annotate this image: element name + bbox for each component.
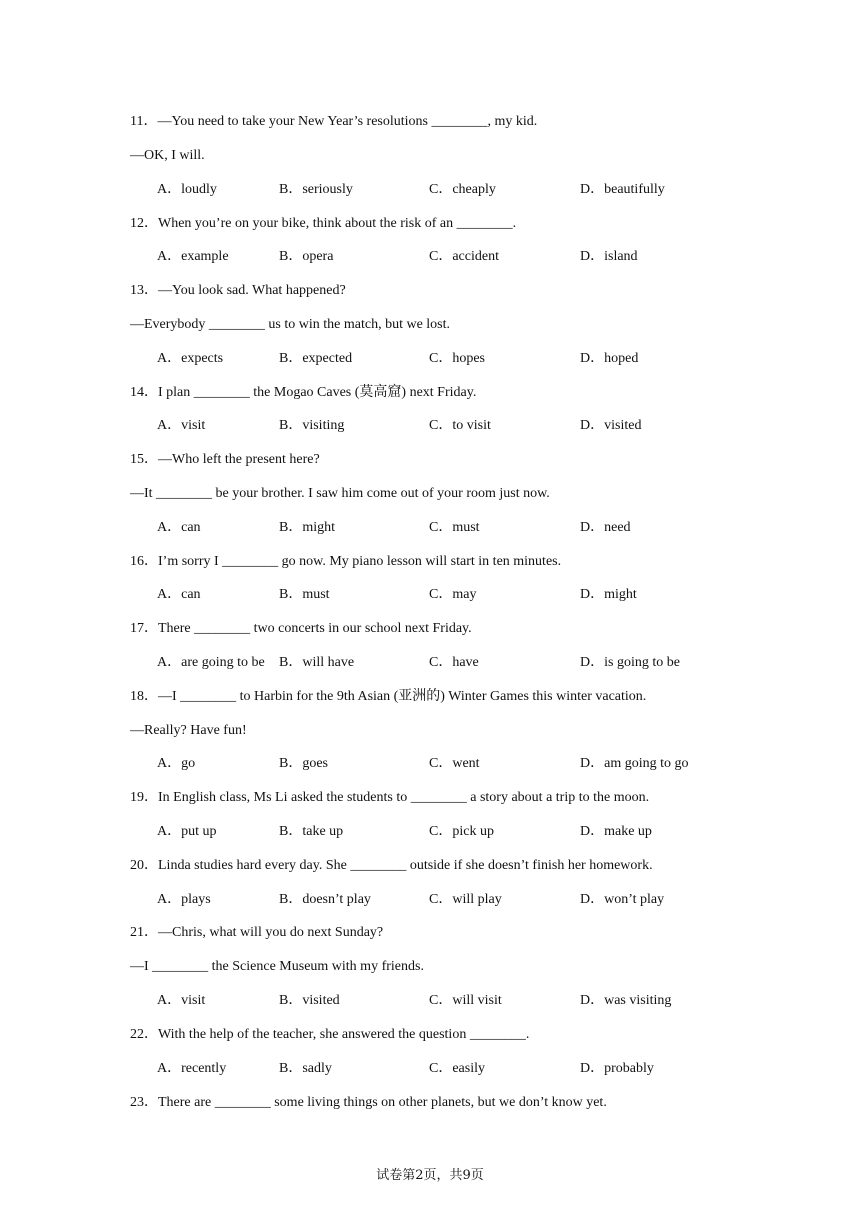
option-d: D．won’t play [580,892,665,907]
question-stem: 14．I plan ________ the Mogao Caves (莫高窟) next Friday. [130,385,477,400]
page-footer: 试卷第2页，共9页 [376,1168,484,1183]
option-c: C．will play [429,892,502,907]
option-a: A．recently [157,1061,227,1076]
question-stem: 20．Linda studies hard every day. She ________ outside if she doesn’t finish her homework. [130,858,653,873]
option-b: B．must [279,587,330,602]
option-c: C．have [429,655,479,670]
question-stem: 22．With the help of the teacher, she answered the question ________. [130,1027,530,1042]
question-stem: —Really? Have fun! [130,723,247,738]
option-c: C．cheaply [429,182,496,197]
option-c: C．will visit [429,993,502,1008]
question-stem: —OK, I will. [130,148,205,163]
option-c: C．easily [429,1061,485,1076]
question-stem: 18．—I ________ to Harbin for the 9th Asian (亚洲的) Winter Games this winter vacation. [130,689,647,704]
option-c: C．accident [429,249,499,264]
option-a: A．put up [157,824,217,839]
option-b: B．doesn’t play [279,892,371,907]
option-a: A．can [157,520,201,535]
option-a: A．can [157,587,201,602]
question-stem: 13．—You look sad. What happened? [130,283,346,298]
option-a: A．visit [157,418,206,433]
option-b: B．take up [279,824,344,839]
option-b: B．sadly [279,1061,332,1076]
option-b: B．visiting [279,418,345,433]
option-d: D．is going to be [580,655,680,670]
option-b: B．goes [279,756,328,771]
option-d: D．need [580,520,631,535]
option-d: D．beautifully [580,182,665,197]
question-stem: —Everybody ________ us to win the match, but we lost. [130,317,451,332]
option-c: C．pick up [429,824,494,839]
option-d: D．visited [580,418,642,433]
option-a: A．are going to be [157,655,265,670]
option-d: D．make up [580,824,652,839]
question-stem: —I ________ the Science Museum with my friends. [130,959,424,974]
option-a: A．plays [157,892,211,907]
option-d: D．was visiting [580,993,672,1008]
question-stem: 12．When you’re on your bike, think about the risk of an ________. [130,216,517,231]
question-stem: 15．—Who left the present here? [130,452,320,467]
question-stem: 23．There are ________ some living things on other planets, but we don’t know yet. [130,1095,607,1110]
option-c: C．to visit [429,418,491,433]
option-d: D．am going to go [580,756,689,771]
question-stem: 17．There ________ two concerts in our school next Friday. [130,621,472,636]
option-b: B．opera [279,249,334,264]
option-a: A．example [157,249,229,264]
question-stem: 11．—You need to take your New Year’s resolutions ________, my kid. [130,114,538,129]
option-a: A．expects [157,351,224,366]
option-a: A．go [157,756,196,771]
option-c: C．must [429,520,480,535]
option-c: C．went [429,756,480,771]
question-stem: 16．I’m sorry I ________ go now. My piano lesson will start in ten minutes. [130,554,562,569]
option-c: C．hopes [429,351,485,366]
option-b: B．expected [279,351,353,366]
option-d: D．probably [580,1061,654,1076]
option-d: D．might [580,587,637,602]
option-b: B．visited [279,993,340,1008]
option-b: B．seriously [279,182,353,197]
option-d: D．hoped [580,351,639,366]
question-stem: —It ________ be your brother. I saw him come out of your room just now. [130,486,550,501]
option-a: A．loudly [157,182,217,197]
option-c: C．may [429,587,477,602]
question-stem: 21．—Chris, what will you do next Sunday? [130,925,384,940]
option-b: B．will have [279,655,355,670]
option-b: B．might [279,520,336,535]
option-d: D．island [580,249,638,264]
question-stem: 19．In English class, Ms Li asked the students to ________ a story about a trip to the moon. [130,790,650,805]
option-a: A．visit [157,993,206,1008]
